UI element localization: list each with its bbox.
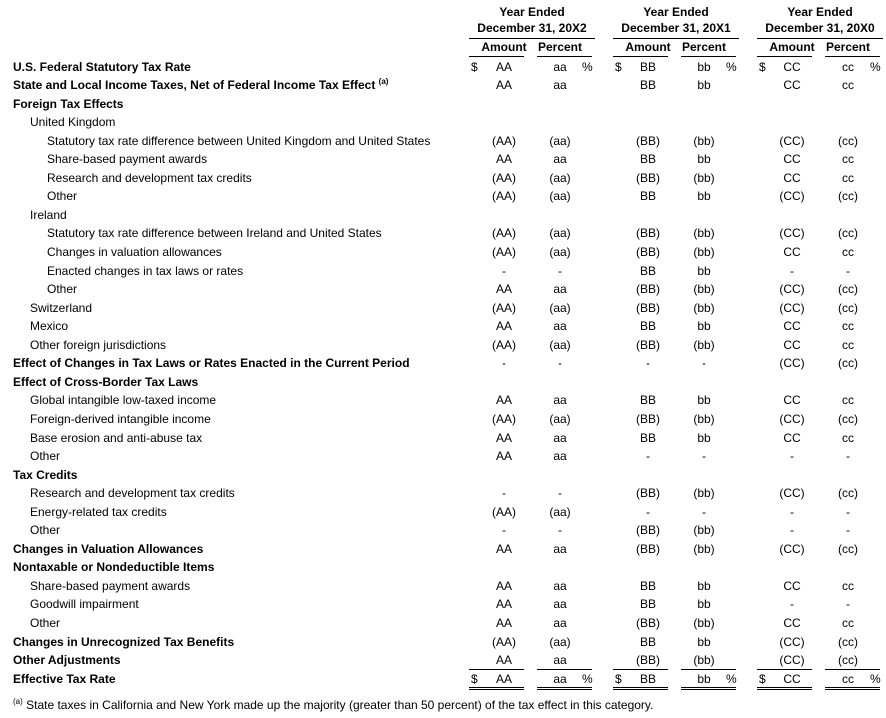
amount-cell: AA bbox=[495, 393, 512, 408]
total-double-underline bbox=[681, 689, 736, 690]
percent-sign: % bbox=[726, 671, 737, 686]
amount-cell: BB bbox=[639, 393, 656, 408]
table-row bbox=[0, 484, 886, 503]
table-row bbox=[0, 521, 886, 540]
percent-cell: - bbox=[558, 263, 562, 278]
percent-cell: (bb) bbox=[693, 486, 715, 501]
percent-cell: - bbox=[846, 449, 850, 464]
percent-cell: (bb) bbox=[693, 226, 715, 241]
amount-cell: CC bbox=[783, 319, 801, 334]
amount-cell: (AA) bbox=[492, 170, 516, 185]
percent-cell: - bbox=[846, 597, 850, 612]
amount-cell: CC bbox=[783, 59, 801, 74]
row-label: Changes in valuation allowances bbox=[47, 245, 222, 259]
percent-cell: cc bbox=[842, 337, 854, 352]
row-label: Mexico bbox=[30, 319, 69, 334]
percent-cell: (cc) bbox=[838, 411, 858, 426]
percent-cell: (cc) bbox=[838, 300, 858, 315]
table-row bbox=[0, 466, 886, 485]
amount-cell: (AA) bbox=[492, 133, 516, 148]
percent-cell: (cc) bbox=[838, 634, 858, 649]
amount-cell: (CC) bbox=[779, 226, 805, 241]
amount-cell: (AA) bbox=[492, 189, 516, 204]
amount-cell: BB bbox=[639, 578, 656, 593]
total-double-underline bbox=[825, 687, 880, 688]
dollar-sign: $ bbox=[759, 59, 766, 74]
total-double-underline bbox=[757, 687, 812, 688]
table-row bbox=[0, 169, 886, 188]
amount-cell: AA bbox=[495, 449, 512, 464]
table-row bbox=[0, 95, 886, 114]
amount-cell: (CC) bbox=[779, 133, 805, 148]
percent-cell: bb bbox=[697, 430, 711, 445]
row-label: Foreign-derived intangible income bbox=[30, 411, 211, 426]
row-label: Tax Credits bbox=[13, 467, 78, 482]
percent-cell: aa bbox=[553, 541, 567, 556]
percent-column-header: Percent bbox=[825, 40, 871, 54]
table-row bbox=[0, 206, 886, 225]
table-row bbox=[0, 633, 886, 652]
row-label: Research and development tax credits bbox=[30, 486, 235, 501]
percent-cell: - bbox=[846, 523, 850, 538]
row-label: Switzerland bbox=[30, 300, 93, 315]
percent-cell: cc bbox=[842, 671, 854, 686]
percent-cell: (aa) bbox=[549, 634, 571, 649]
amount-cell: (CC) bbox=[779, 189, 805, 204]
amount-cell: AA bbox=[495, 653, 512, 668]
amount-cell: - bbox=[646, 504, 650, 519]
amount-cell: BB bbox=[639, 59, 656, 74]
row-label: Share-based payment awards bbox=[30, 578, 191, 593]
percent-cell: bb bbox=[697, 634, 711, 649]
percent-cell: bb bbox=[697, 152, 711, 167]
row-label: Global intangible low-taxed income bbox=[30, 393, 217, 408]
amount-cell: (CC) bbox=[779, 541, 805, 556]
amount-cell: CC bbox=[783, 78, 801, 93]
percent-cell: bb bbox=[697, 263, 711, 278]
table-row bbox=[0, 58, 886, 77]
row-label: Other bbox=[30, 523, 61, 538]
percent-sign: % bbox=[582, 671, 593, 686]
table-row bbox=[0, 280, 886, 299]
amount-cell: BB bbox=[639, 634, 656, 649]
row-label: Foreign Tax Effects bbox=[13, 96, 124, 111]
dollar-sign: $ bbox=[615, 671, 622, 686]
amount-cell: (AA) bbox=[492, 504, 516, 519]
percent-cell: (cc) bbox=[838, 486, 858, 501]
percent-cell: cc bbox=[842, 170, 854, 185]
total-double-underline bbox=[537, 687, 592, 688]
percent-cell: bb bbox=[697, 578, 711, 593]
amount-cell: CC bbox=[783, 430, 801, 445]
amount-cell: (BB) bbox=[636, 523, 660, 538]
percent-cell: (cc) bbox=[838, 653, 858, 668]
amount-cell: (CC) bbox=[779, 486, 805, 501]
table-row bbox=[0, 187, 886, 206]
row-label: Effective Tax Rate bbox=[13, 671, 116, 686]
table-row bbox=[0, 243, 886, 262]
percent-sign: % bbox=[870, 59, 881, 74]
dollar-sign: $ bbox=[471, 671, 478, 686]
row-label: Research and development tax credits bbox=[47, 170, 252, 185]
percent-cell: aa bbox=[553, 393, 567, 408]
amount-column-header: Amount bbox=[769, 40, 815, 54]
table-row bbox=[0, 317, 886, 336]
row-label: Energy-related tax credits bbox=[30, 504, 167, 519]
percent-cell: cc bbox=[842, 393, 854, 408]
percent-cell: (aa) bbox=[549, 411, 571, 426]
amount-cell: AA bbox=[495, 59, 512, 74]
amount-column-header: Amount bbox=[481, 40, 527, 54]
row-label: Share-based payment awards bbox=[47, 152, 208, 167]
row-label: Other bbox=[30, 449, 61, 464]
amount-cell: - bbox=[502, 356, 506, 371]
percent-cell: (cc) bbox=[838, 133, 858, 148]
subtotal-underline bbox=[537, 669, 592, 670]
table-row bbox=[0, 447, 886, 466]
total-double-underline bbox=[613, 689, 668, 690]
subtotal-underline bbox=[825, 669, 880, 670]
percent-cell: aa bbox=[553, 319, 567, 334]
percent-cell: aa bbox=[553, 616, 567, 630]
percent-cell: aa bbox=[553, 59, 567, 74]
period-header-line1: Year Ended bbox=[643, 5, 709, 19]
percent-cell: cc bbox=[842, 78, 854, 93]
amount-cell: (BB) bbox=[636, 411, 660, 426]
percent-cell: (aa) bbox=[549, 189, 571, 204]
table-row bbox=[0, 150, 886, 169]
percent-cell: (cc) bbox=[838, 226, 858, 241]
amount-cell: - bbox=[790, 263, 794, 278]
row-label: Other bbox=[47, 282, 78, 297]
row-label: U.S. Federal Statutory Tax Rate bbox=[13, 59, 191, 74]
row-label: Effect of Changes in Tax Laws or Rates Enacted in the Current Period bbox=[13, 356, 410, 371]
percent-cell: (cc) bbox=[838, 282, 858, 297]
amount-cell: BB bbox=[639, 671, 656, 686]
subtotal-underline bbox=[469, 669, 524, 670]
row-label: Effect of Cross-Border Tax Laws bbox=[13, 374, 199, 389]
amount-cell: (AA) bbox=[492, 411, 516, 426]
percent-cell: cc bbox=[842, 245, 854, 259]
period-header-underline bbox=[757, 38, 883, 39]
amount-cell: - bbox=[790, 449, 794, 464]
amount-cell: (AA) bbox=[492, 300, 516, 315]
period-header-line2: December 31, 20X2 bbox=[477, 21, 587, 35]
amount-cell: BB bbox=[639, 78, 656, 93]
dollar-sign: $ bbox=[471, 59, 478, 74]
percent-cell: - bbox=[558, 356, 562, 371]
amount-column-header: Amount bbox=[625, 40, 671, 54]
percent-cell: bb bbox=[697, 393, 711, 408]
amount-cell: BB bbox=[639, 597, 656, 612]
amount-cell: (BB) bbox=[636, 245, 660, 259]
table-row bbox=[0, 429, 886, 448]
subtotal-underline bbox=[757, 669, 812, 670]
amount-cell: (BB) bbox=[636, 226, 660, 241]
percent-cell: (cc) bbox=[838, 356, 858, 371]
table-row bbox=[0, 113, 886, 132]
percent-cell: cc bbox=[842, 319, 854, 334]
amount-cell: (BB) bbox=[636, 337, 660, 352]
amount-cell: (AA) bbox=[492, 226, 516, 241]
percent-cell: (aa) bbox=[549, 133, 571, 148]
row-label: United Kingdom bbox=[30, 115, 116, 130]
row-label: Changes in Unrecognized Tax Benefits bbox=[13, 634, 235, 649]
table-row bbox=[0, 132, 886, 151]
amount-cell: AA bbox=[495, 671, 512, 686]
percent-cell: - bbox=[846, 504, 850, 519]
table-row bbox=[0, 391, 886, 410]
amount-cell: - bbox=[502, 523, 506, 538]
percent-cell: - bbox=[558, 486, 562, 501]
row-label: State and Local Income Taxes, Net of Federal Income Tax Effect $^{(a)}$ bbox=[13, 77, 389, 93]
percent-cell: bb bbox=[697, 319, 711, 334]
percent-cell: (aa) bbox=[549, 226, 571, 241]
amount-cell: CC bbox=[783, 170, 801, 185]
table-row bbox=[0, 558, 886, 577]
percent-cell: bb bbox=[697, 59, 711, 74]
percent-cell: bb bbox=[697, 671, 711, 686]
percent-cell: (bb) bbox=[693, 541, 715, 556]
period-header-underline bbox=[613, 38, 739, 39]
amount-cell: BB bbox=[639, 152, 656, 167]
percent-cell: aa bbox=[553, 653, 567, 668]
amount-cell: (AA) bbox=[492, 245, 516, 259]
amount-cell: CC bbox=[783, 337, 801, 352]
row-label: Statutory tax rate difference between Ireland and United States bbox=[47, 226, 382, 241]
table-row bbox=[0, 651, 886, 670]
table-row bbox=[0, 299, 886, 318]
amount-cell: BB bbox=[639, 189, 656, 204]
row-label: Goodwill impairment bbox=[30, 597, 139, 612]
amount-cell: CC bbox=[783, 152, 801, 167]
percent-cell: bb bbox=[697, 189, 711, 204]
percent-cell: cc bbox=[842, 430, 854, 445]
amount-cell: (CC) bbox=[779, 300, 805, 315]
amount-cell: AA bbox=[495, 152, 512, 167]
percent-cell: (aa) bbox=[549, 245, 571, 259]
amount-cell: CC bbox=[783, 393, 801, 408]
total-double-underline bbox=[825, 689, 880, 690]
table-row bbox=[0, 577, 886, 596]
amount-cell: - bbox=[790, 523, 794, 538]
amount-cell: AA bbox=[495, 319, 512, 334]
amount-cell: (BB) bbox=[636, 541, 660, 556]
amount-cell: AA bbox=[495, 616, 512, 630]
row-label: Statutory tax rate difference between United Kingdom and United States bbox=[47, 133, 431, 148]
table-row bbox=[0, 354, 886, 373]
percent-cell: (bb) bbox=[693, 523, 715, 538]
percent-cell: - bbox=[702, 504, 706, 519]
amount-cell: (BB) bbox=[636, 486, 660, 501]
total-double-underline bbox=[537, 689, 592, 690]
subtotal-underline bbox=[681, 669, 736, 670]
amount-cell: (CC) bbox=[779, 282, 805, 297]
percent-cell: (bb) bbox=[693, 411, 715, 426]
table-row bbox=[0, 503, 886, 522]
dollar-sign: $ bbox=[615, 59, 622, 74]
percent-cell: aa bbox=[553, 430, 567, 445]
percent-cell: cc bbox=[842, 152, 854, 167]
row-label: Enacted changes in tax laws or rates bbox=[47, 263, 244, 278]
percent-cell: (aa) bbox=[549, 337, 571, 352]
amount-cell: (AA) bbox=[492, 634, 516, 649]
percent-cell: cc bbox=[842, 59, 854, 74]
percent-cell: aa bbox=[553, 282, 567, 297]
total-double-underline bbox=[613, 687, 668, 688]
period-header-line2: December 31, 20X1 bbox=[621, 21, 731, 35]
amount-cell: CC bbox=[783, 245, 801, 259]
percent-cell: (cc) bbox=[838, 189, 858, 204]
amount-cell: CC bbox=[783, 616, 801, 630]
row-label: Other foreign jurisdictions bbox=[30, 337, 167, 352]
amount-cell: AA bbox=[495, 282, 512, 297]
percent-column-header: Percent bbox=[537, 40, 583, 54]
percent-cell: aa bbox=[553, 449, 567, 464]
percent-cell: (aa) bbox=[549, 170, 571, 185]
amount-cell: BB bbox=[639, 263, 656, 278]
row-label: Nontaxable or Nondeductible Items bbox=[13, 560, 215, 575]
percent-cell: - bbox=[702, 449, 706, 464]
percent-cell: aa bbox=[553, 597, 567, 612]
row-label: Other bbox=[30, 616, 61, 630]
row-label: Base erosion and anti-abuse tax bbox=[30, 430, 203, 445]
amount-cell: (BB) bbox=[636, 170, 660, 185]
total-double-underline bbox=[469, 687, 524, 688]
amount-cell: (BB) bbox=[636, 653, 660, 668]
amount-cell: CC bbox=[783, 671, 801, 686]
subtotal-underline bbox=[613, 669, 668, 670]
table-row bbox=[0, 224, 886, 243]
footnote-marker: (a) bbox=[13, 697, 23, 706]
table-row bbox=[0, 595, 886, 614]
amount-cell: BB bbox=[639, 430, 656, 445]
percent-cell: (bb) bbox=[693, 616, 715, 630]
amount-cell: (CC) bbox=[779, 411, 805, 426]
amount-cell: CC bbox=[783, 578, 801, 593]
percent-cell: (bb) bbox=[693, 133, 715, 148]
amount-cell: (CC) bbox=[779, 653, 805, 668]
footnote-text: State taxes in California and New York made up the majority (greater than 50 percent) of the tax effect in this category. bbox=[22, 698, 654, 712]
percent-cell: (bb) bbox=[693, 170, 715, 185]
percent-cell: (aa) bbox=[549, 300, 571, 315]
percent-sign: % bbox=[726, 59, 737, 74]
percent-cell: (cc) bbox=[838, 541, 858, 556]
total-double-underline bbox=[469, 689, 524, 690]
amount-cell: AA bbox=[495, 430, 512, 445]
amount-cell: (BB) bbox=[636, 616, 660, 630]
amount-cell: - bbox=[502, 263, 506, 278]
percent-cell: cc bbox=[842, 578, 854, 593]
total-double-underline bbox=[757, 689, 812, 690]
table-row bbox=[0, 410, 886, 429]
amount-cell: - bbox=[790, 504, 794, 519]
amount-cell: AA bbox=[495, 541, 512, 556]
percent-cell: aa bbox=[553, 152, 567, 167]
period-header-underline bbox=[469, 38, 595, 39]
percent-cell: cc bbox=[842, 616, 854, 630]
percent-column-header: Percent bbox=[681, 40, 727, 54]
amount-cell: AA bbox=[495, 78, 512, 93]
table-row bbox=[0, 336, 886, 355]
amount-cell: AA bbox=[495, 578, 512, 593]
amount-cell: (BB) bbox=[636, 300, 660, 315]
total-double-underline bbox=[681, 687, 736, 688]
percent-cell: - bbox=[702, 356, 706, 371]
period-header-line2: December 31, 20X0 bbox=[765, 21, 875, 35]
amount-cell: (AA) bbox=[492, 337, 516, 352]
amount-cell: (CC) bbox=[779, 356, 805, 371]
amount-cell: (CC) bbox=[779, 634, 805, 649]
row-label: Other Adjustments bbox=[13, 653, 121, 668]
percent-cell: aa bbox=[553, 578, 567, 593]
percent-cell: (bb) bbox=[693, 300, 715, 315]
percent-cell: - bbox=[846, 263, 850, 278]
percent-cell: aa bbox=[553, 671, 567, 686]
footnote-marker: (a) bbox=[378, 77, 389, 87]
percent-sign: % bbox=[582, 59, 593, 74]
period-header-line1: Year Ended bbox=[787, 5, 853, 19]
percent-cell: bb bbox=[697, 78, 711, 93]
percent-cell: - bbox=[558, 523, 562, 538]
table-row bbox=[0, 614, 886, 633]
percent-cell: aa bbox=[553, 78, 567, 93]
row-label: Ireland bbox=[30, 207, 67, 222]
percent-cell: bb bbox=[697, 597, 711, 612]
table-row bbox=[0, 540, 886, 559]
amount-cell: (BB) bbox=[636, 133, 660, 148]
table-row bbox=[0, 76, 886, 95]
total-row bbox=[0, 670, 886, 689]
footnote bbox=[13, 697, 653, 712]
percent-cell: (bb) bbox=[693, 653, 715, 668]
amount-cell: (BB) bbox=[636, 282, 660, 297]
row-label: Other bbox=[47, 189, 78, 204]
table-row bbox=[0, 262, 886, 281]
percent-cell: (bb) bbox=[693, 282, 715, 297]
amount-cell: AA bbox=[495, 597, 512, 612]
percent-cell: (bb) bbox=[693, 245, 715, 259]
amount-cell: - bbox=[646, 356, 650, 371]
table-row bbox=[0, 373, 886, 392]
amount-cell: BB bbox=[639, 319, 656, 334]
amount-cell: - bbox=[502, 486, 506, 501]
amount-cell: - bbox=[790, 597, 794, 612]
amount-cell: - bbox=[646, 449, 650, 464]
dollar-sign: $ bbox=[759, 671, 766, 686]
period-header-line1: Year Ended bbox=[499, 5, 565, 19]
row-label: Changes in Valuation Allowances bbox=[13, 541, 204, 556]
percent-sign: % bbox=[870, 671, 881, 686]
percent-cell: (bb) bbox=[693, 337, 715, 352]
percent-cell: (aa) bbox=[549, 504, 571, 519]
